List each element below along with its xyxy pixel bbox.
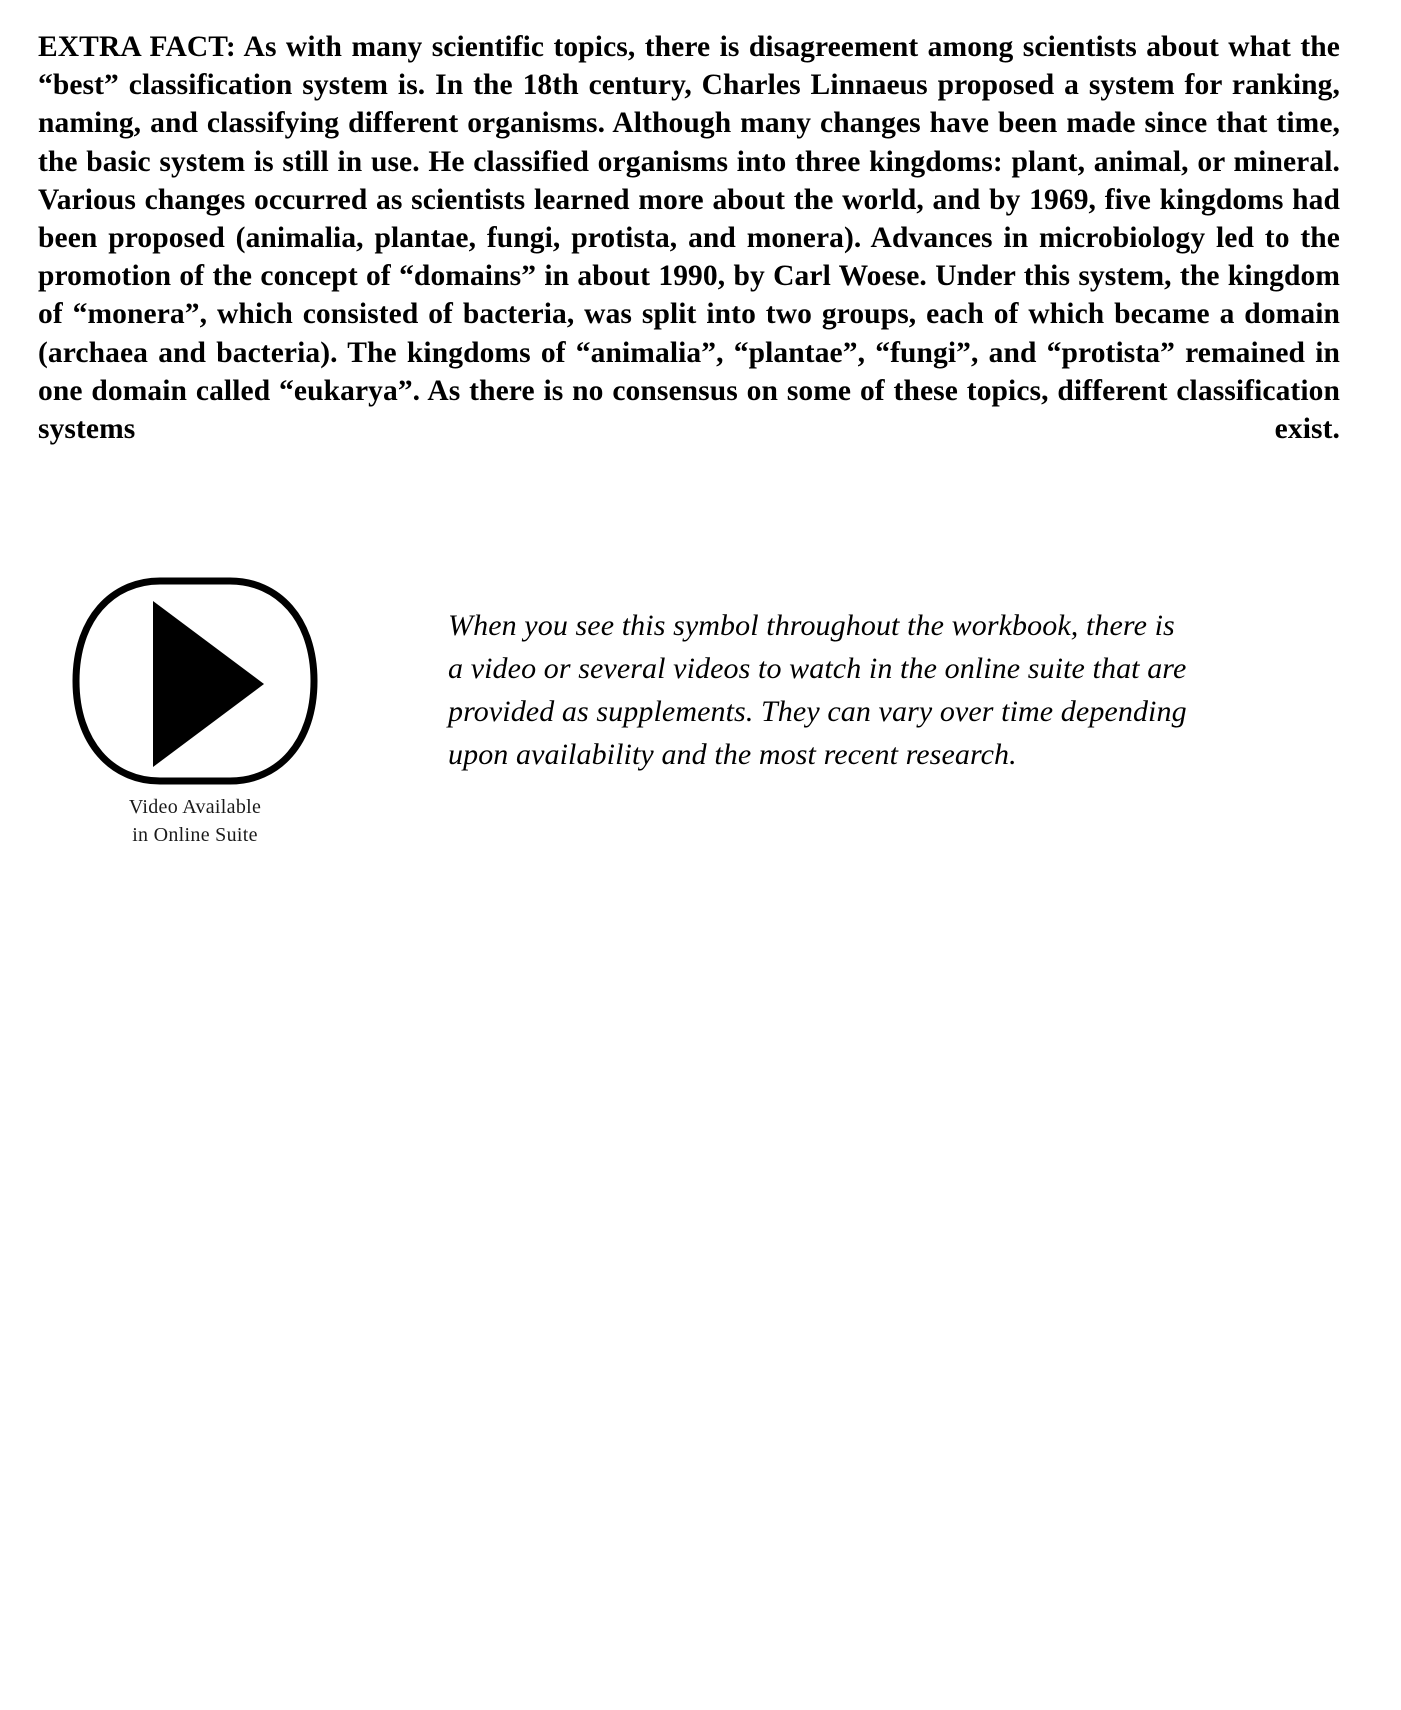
video-symbol-group [60, 575, 330, 849]
symbol-note-line-3: provided as supplements. They can vary over time depending [448, 695, 1187, 728]
symbol-note-paragraph [448, 604, 1268, 776]
symbol-note-line-2: a video or several videos to watch in the online suite that are [448, 652, 1187, 685]
play-video-icon[interactable] [70, 575, 320, 787]
symbol-note-line-1: When you see this symbol throughout the workbook, there is [448, 609, 1175, 642]
symbol-note-line-4: upon availability and the most recent research. [448, 738, 1017, 771]
video-caption [60, 793, 330, 849]
extra-fact-paragraph: EXTRA FACT: As with many scientific topics, there is disagreement among scientists about what the “best” classification system is. In the 18th century, Charles Linnaeus proposed a system for ranking, naming, and classifying different organisms. Although many changes have been made since that time, the basic system is still in use. He classified organisms into three kingdoms: plant, animal, or mineral. Various changes occurred as scientists learned more about the world, and by 1969, five kingdoms had been proposed (animalia, plantae, fungi, protista, and monera). Advances in microbiology led to the promotion of the concept of “domains” in about 1990, by Carl Woese. Under this system, the kingdom of “monera”, which consisted of bacteria, was split into two groups, each of which became a domain (archaea and bacteria). The kingdoms of “animalia”, “plantae”, “fungi”, and “protista” remained in one domain called “eukarya”. As there is no consensus on some of these topics, different classification systems exist. [38, 31, 1340, 446]
video-caption-line-2: in Online Suite [132, 824, 258, 846]
symbol-note-block [448, 604, 1268, 776]
video-caption-line-1: Video Available [128, 796, 262, 818]
extra-fact-block [38, 28, 1340, 486]
play-icon-triangle [153, 601, 264, 767]
